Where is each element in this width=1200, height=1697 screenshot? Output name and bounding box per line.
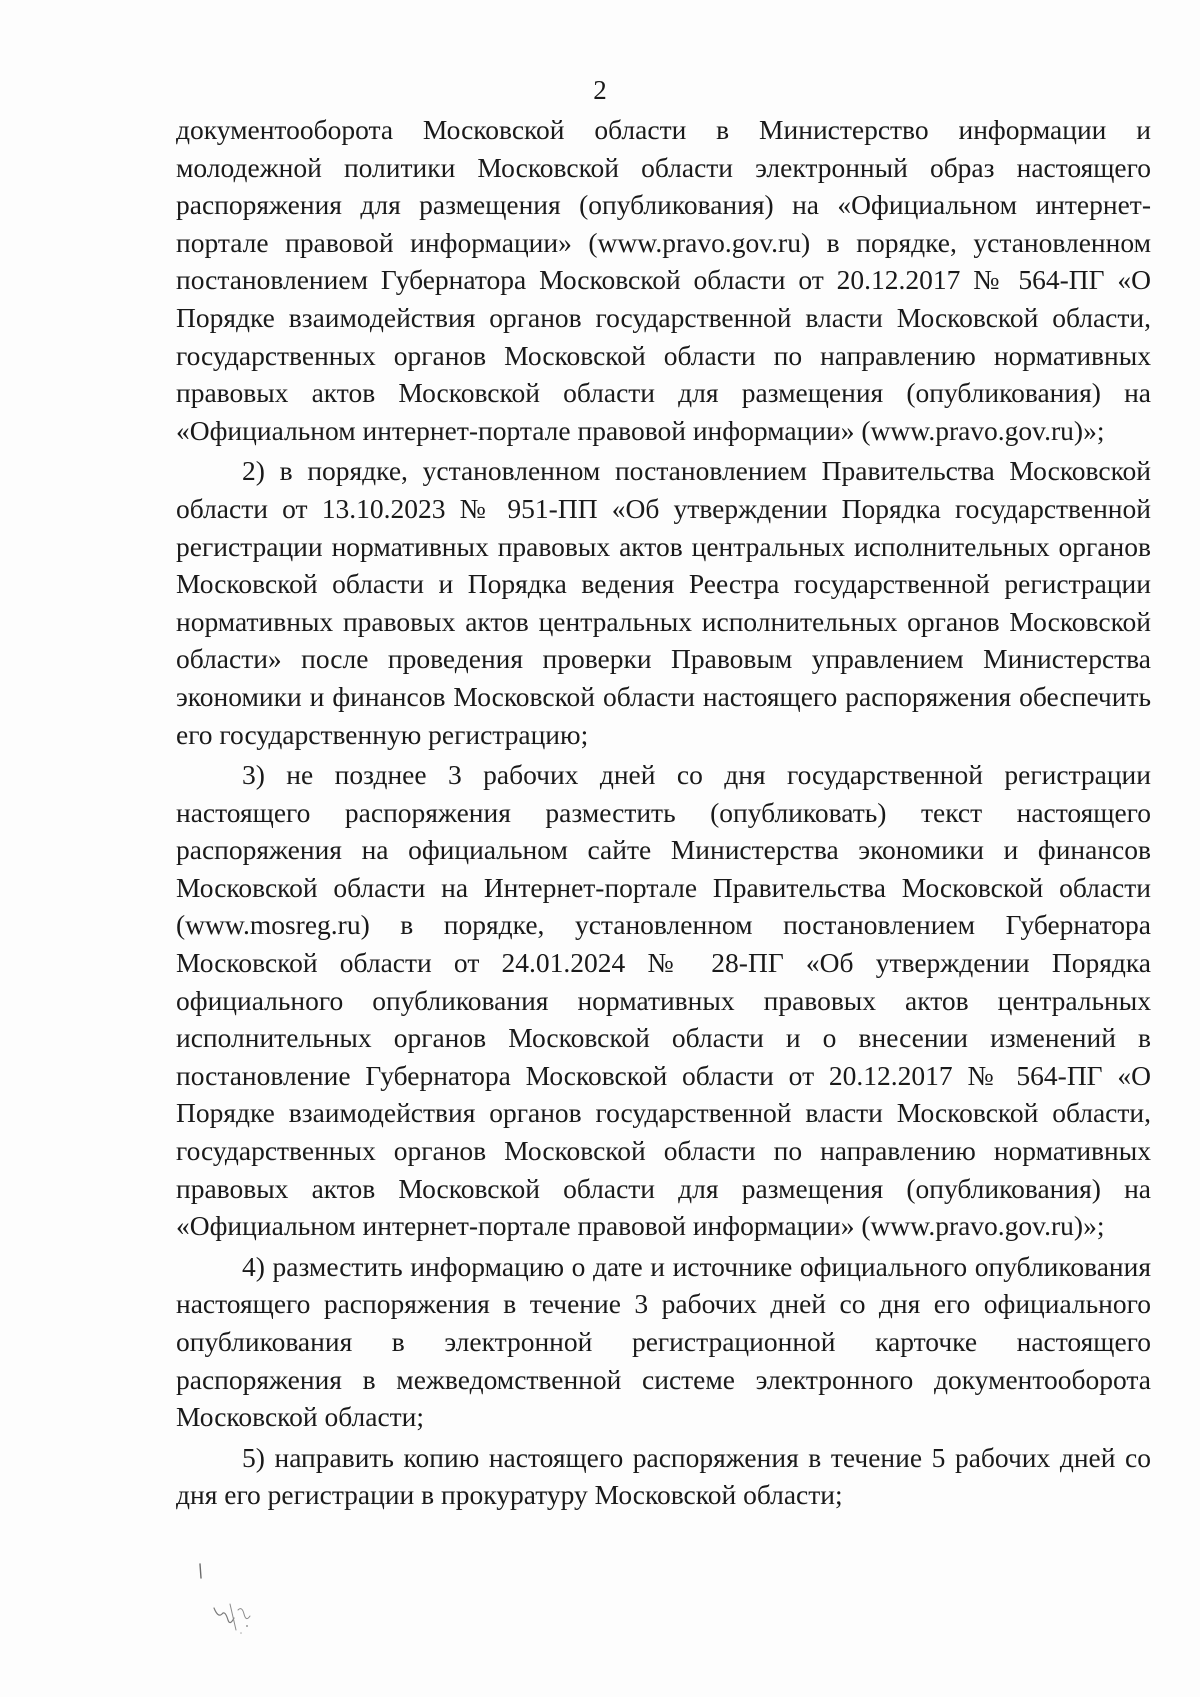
paragraph-item-4: 4) разместить информацию о дате и источнике официального опубликования настоящего распоряжения в течение 3 рабочих дней со дня его официального опубликования в электронной регистрационной карточке настоящего распоряжения в межведомственной системе электронного документооборота Московской области; — [176, 1250, 1151, 1433]
paragraph-item-3: 3) не позднее 3 рабочих дней со дня государственной регистрации настоящего распоряжения разместить (опубликовать) текст настоящего распоряжения на официальном сайте Министерства экономики и финансов Московской области на Интернет-портале Правительства Московской области (www.mosreg.ru) в порядке, установленном постановлением Губернатора Московской области от 24.01.2024 № 28-ПГ «Об утверждении Порядка официального опубликования нормативных правовых актов центральных исполнительных органов Московской области и о внесении изменений в постановление Губернатора Московской области от 20.12.2017 № 564-ПГ «О Порядке взаимодействия органов государственной власти Московской области, государственных органов Московской области по направлению нормативных правовых актов Московской области для размещения (опубликования) на «Официальном интернет-портале правовой информации» (www.pravo.gov.ru)»; — [176, 759, 1151, 1242]
handwritten-initials-mark — [192, 1560, 282, 1650]
page-number: 2 — [593, 75, 607, 105]
paragraph-item-5: 5) направить копию настоящего распоряжения в течение 5 рабочих дней со дня его регистрации в прокуратуру Московской области; — [176, 1441, 1151, 1511]
paragraph-continuation: документооборота Московской области в Министерство информации и молодежной политики Московской области электронный образ настоящего распоряжения для размещения (опубликования) на «Официальном интернет-портале правовой информации» (www.pravo.gov.ru) в порядке, установленном постановлением Губернатора Московской области от 20.12.2017 № 564-ПГ «О Порядке взаимодействия органов государственной власти Московской области, государственных органов Московской области по направлению нормативных правовых актов Московской области для размещения (опубликования) на «Официальном интернет-портале правовой информации» (www.pravo.gov.ru)»; — [176, 114, 1151, 446]
document-body — [176, 111, 1151, 1514]
paragraph-item-2: 2) в порядке, установленном постановлением Правительства Московской области от 13.10.2023 № 951-ПП «Об утверждении Порядка государственной регистрации нормативных правовых актов центральных исполнительных органов Московской области и Порядка ведения Реестра государственной регистрации нормативных правовых актов центральных исполнительных органов Московской области» после проведения проверки Правовым управлением Министерства экономики и финансов Московской области настоящего распоряжения обеспечить его государственную регистрацию; — [176, 455, 1151, 750]
